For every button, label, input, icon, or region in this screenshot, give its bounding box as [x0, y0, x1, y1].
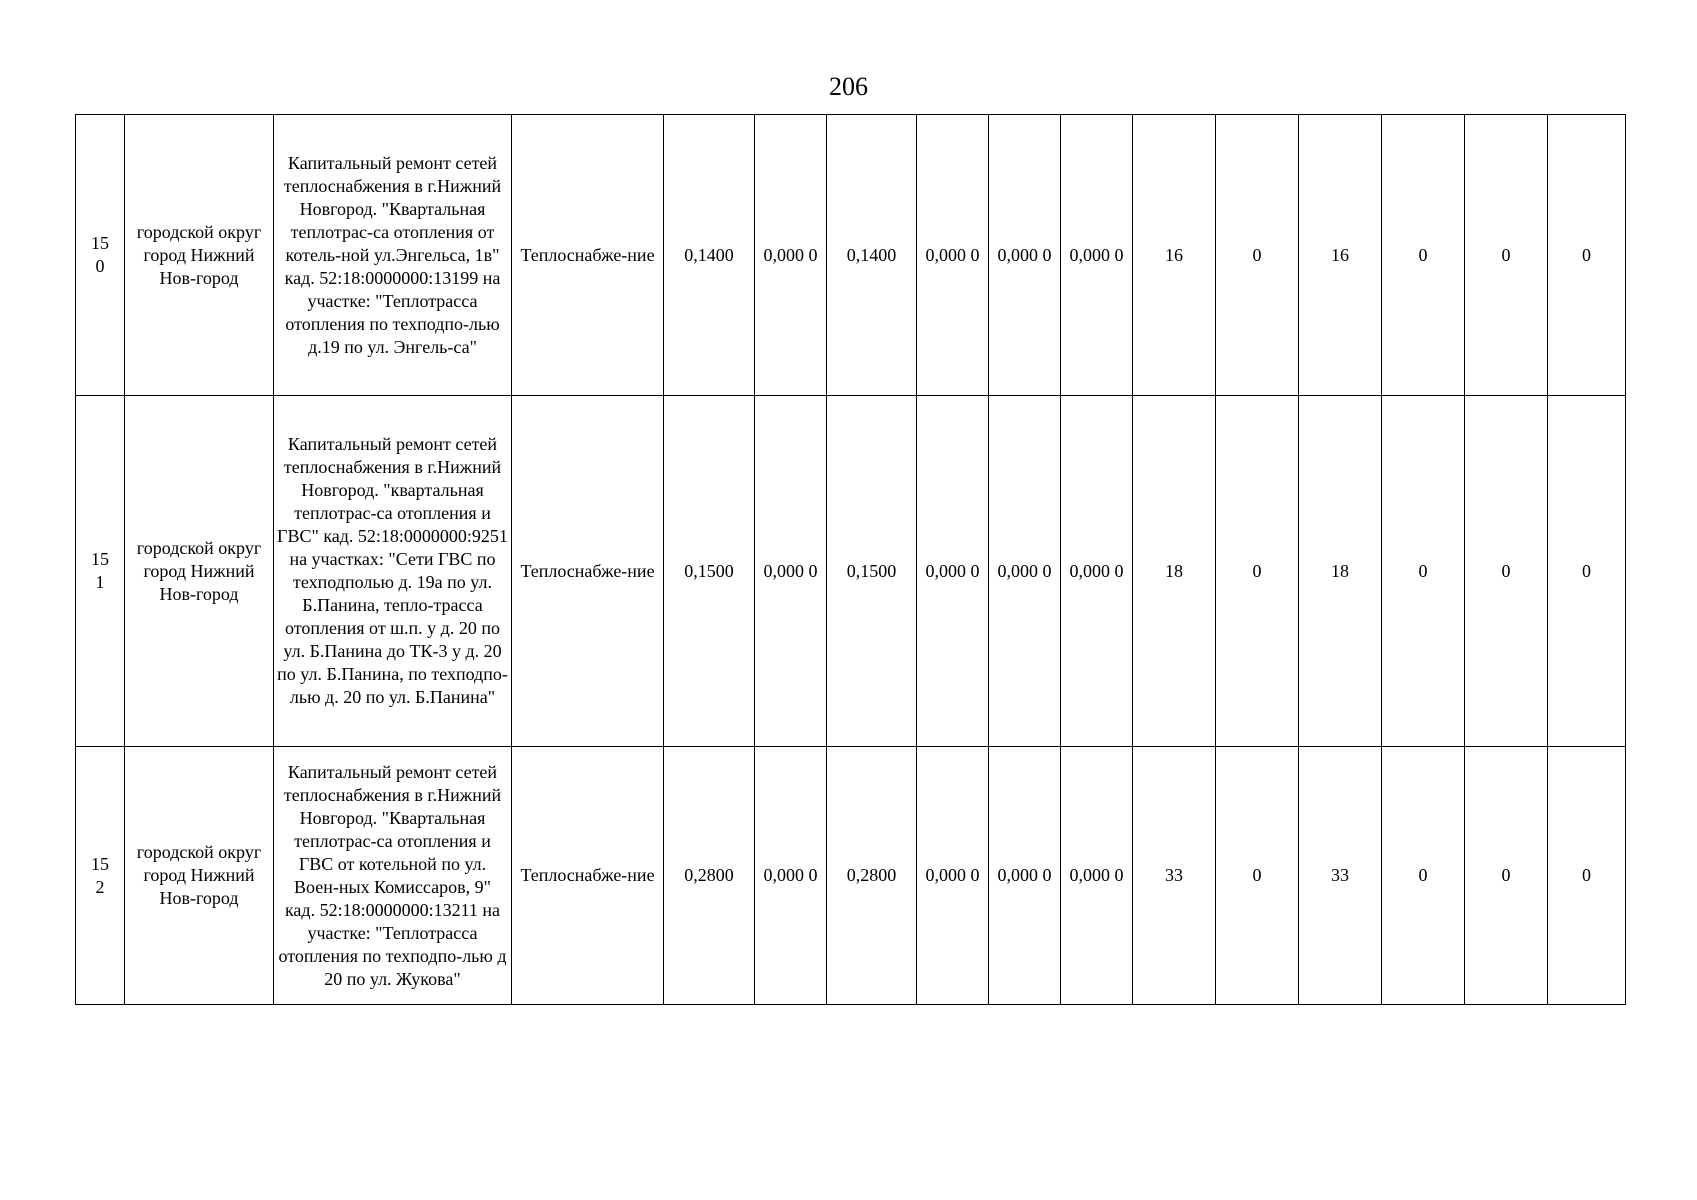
value-cell-4: 0,000 0: [917, 115, 989, 396]
page-number: 206: [829, 72, 868, 101]
value-cell-1: 0,1400: [664, 115, 755, 396]
value-cell-4: 0,000 0: [917, 396, 989, 747]
value-cell-3: 0,1400: [827, 115, 917, 396]
value-cell-6: 0,000 0: [1061, 115, 1133, 396]
row-number: 15 1: [76, 396, 125, 747]
description-cell: Капитальный ремонт сетей теплоснабжения в г.Нижний Новгород. "Квартальная теплотрас-са отопления и ГВС от котельной по ул. Воен-ных Комиссаров, 9" кад. 52:18:0000000:13211 на участке: "Теплотрасса отопления по техподпо-лью д 20 по ул. Жукова": [274, 747, 512, 1005]
row-number: 15 2: [76, 747, 125, 1005]
value-cell-2: 0,000 0: [755, 115, 827, 396]
description-cell: Капитальный ремонт сетей теплоснабжения в г.Нижний Новгород. "квартальная теплотрас-са отопления и ГВС" кад. 52:18:0000000:9251 на участках: "Сети ГВС по техподполью д. 19а по ул. Б.Панина, тепло-трасса отопления от ш.п. у д. 20 по ул. Б.Панина до ТК-3 у д. 20 по ул. Б.Панина, по техподпо-лью д. 20 по ул. Б.Панина": [274, 396, 512, 747]
value-cell-7: 18: [1133, 396, 1216, 747]
value-cell-10: 0: [1382, 396, 1465, 747]
value-cell-3: 0,1500: [827, 396, 917, 747]
row-number: 15 0: [76, 115, 125, 396]
value-cell-12: 0: [1548, 396, 1626, 747]
table-row: [76, 396, 1626, 747]
value-cell-1: 0,1500: [664, 396, 755, 747]
municipality-cell: городской округ город Нижний Нов-город: [125, 115, 274, 396]
value-cell-1: 0,2800: [664, 747, 755, 1005]
category-cell: Теплоснабже-ние: [512, 747, 664, 1005]
municipality-cell: городской округ город Нижний Нов-город: [125, 747, 274, 1005]
value-cell-8: 0: [1216, 115, 1299, 396]
value-cell-10: 0: [1382, 115, 1465, 396]
value-cell-11: 0: [1465, 115, 1548, 396]
value-cell-5: 0,000 0: [989, 396, 1061, 747]
value-cell-7: 33: [1133, 747, 1216, 1005]
value-cell-5: 0,000 0: [989, 747, 1061, 1005]
value-cell-2: 0,000 0: [755, 747, 827, 1005]
value-cell-12: 0: [1548, 115, 1626, 396]
value-cell-12: 0: [1548, 747, 1626, 1005]
value-cell-7: 16: [1133, 115, 1216, 396]
category-cell: Теплоснабже-ние: [512, 396, 664, 747]
value-cell-9: 18: [1299, 396, 1382, 747]
value-cell-2: 0,000 0: [755, 396, 827, 747]
category-cell: Теплоснабже-ние: [512, 115, 664, 396]
description-cell: Капитальный ремонт сетей теплоснабжения в г.Нижний Новгород. "Квартальная теплотрас-са отопления от котель-ной ул.Энгельса, 1в" кад. 52:18:0000000:13199 на участке: "Теплотрасса отопления по техподпо-лью д.19 по ул. Энгель-са": [274, 115, 512, 396]
value-cell-8: 0: [1216, 747, 1299, 1005]
value-cell-10: 0: [1382, 747, 1465, 1005]
value-cell-8: 0: [1216, 396, 1299, 747]
value-cell-4: 0,000 0: [917, 747, 989, 1005]
municipality-cell: городской округ город Нижний Нов-город: [125, 396, 274, 747]
value-cell-11: 0: [1465, 396, 1548, 747]
table-row: [76, 747, 1626, 1005]
table-row: [76, 115, 1626, 396]
value-cell-9: 33: [1299, 747, 1382, 1005]
value-cell-11: 0: [1465, 747, 1548, 1005]
value-cell-6: 0,000 0: [1061, 396, 1133, 747]
value-cell-3: 0,2800: [827, 747, 917, 1005]
program-table: [75, 114, 1626, 1005]
value-cell-6: 0,000 0: [1061, 747, 1133, 1005]
value-cell-9: 16: [1299, 115, 1382, 396]
value-cell-5: 0,000 0: [989, 115, 1061, 396]
